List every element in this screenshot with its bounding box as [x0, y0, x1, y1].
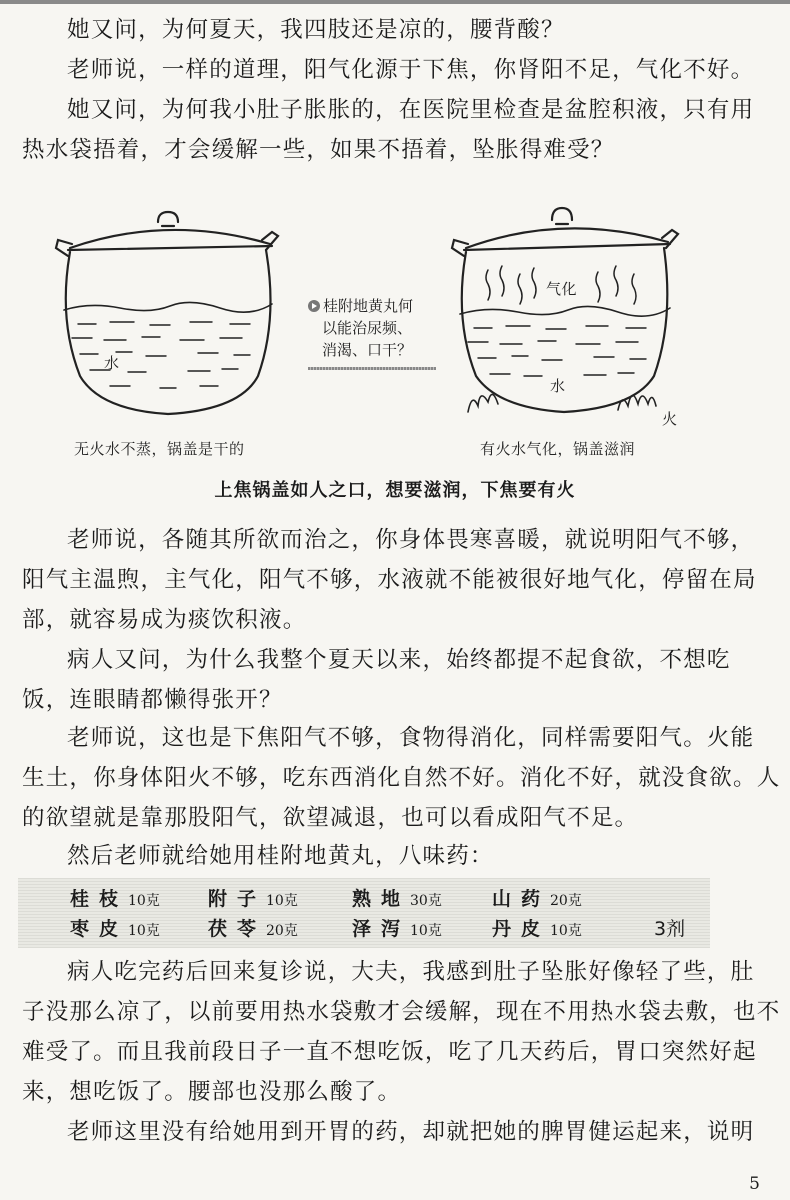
heated-pot-caption: 有火水气化，锅盖滋润 — [480, 440, 636, 458]
play-icon — [308, 300, 320, 312]
paragraph-line: 生土，你身体阳火不够，吃东西消化自然不好。消化不好，就没食欲。人 — [22, 765, 781, 791]
herb-item: 熟地30克 — [352, 888, 442, 910]
paragraph-line: 老师说，这也是下焦阳气不够，食物得消化，同样需要阳气。火能 — [67, 725, 755, 751]
callout-line: 消渴、口干？ — [322, 341, 413, 359]
callout-line: 以能治尿频、 — [322, 319, 413, 337]
paragraph-line: 病人又问，为什么我整个夏天以来，始终都提不起食欲，不想吃 — [67, 647, 731, 673]
steam-label: 气化 — [546, 280, 578, 298]
page-top-rule — [0, 0, 790, 4]
paragraph-line: 子没那么凉了，以前要用热水袋敷才会缓解，现在不用热水袋去敷，也不 — [22, 999, 781, 1025]
herb-item: 附子10克 — [208, 888, 298, 910]
cold-pot-illustration — [50, 200, 285, 425]
water-label: 水 — [550, 377, 566, 395]
paragraph: 她又问，为何夏天，我四肢还是凉的，腰背酸？ — [67, 17, 565, 43]
paragraph-line: 来，想吃饭了。腰部也没那么酸了。 — [22, 1079, 402, 1105]
herb-item: 茯苓20克 — [208, 918, 298, 940]
prescription-box — [18, 878, 710, 948]
herb-item: 桂枝10克 — [70, 888, 160, 910]
cold-pot-caption: 无火水不蒸，锅盖是干的 — [74, 440, 245, 458]
paragraph-line: 饭，连眼睛都懒得张开？ — [22, 687, 283, 713]
dose-count: 3剂 — [654, 918, 686, 940]
paragraph-line: 然后老师就给她用桂附地黄丸，八味药： — [67, 843, 494, 869]
paragraph-line: 她又问，为何我小肚子胀胀的，在医院里检查是盆腔积液，只有用 — [67, 97, 755, 123]
callout-line: 桂附地黄丸何 — [323, 297, 414, 315]
water-label: 水 — [104, 354, 120, 372]
paragraph-line: 老师这里没有给她用到开胃的药，却就把她的脾胃健运起来，说明 — [67, 1119, 755, 1145]
herb-item: 泽泻10克 — [352, 918, 442, 940]
heated-pot-illustration — [448, 200, 688, 430]
figure-caption: 上焦锅盖如人之口，想要滋润，下焦要有火 — [214, 480, 576, 501]
page-number: 5 — [749, 1174, 760, 1194]
herb-item: 丹皮10克 — [492, 918, 582, 940]
callout-underline — [308, 367, 436, 370]
paragraph-line: 老师说，各随其所欲而治之，你身体畏寒喜暖，就说明阳气不够， — [67, 527, 755, 553]
paragraph-line: 热水袋捂着，才会缓解一些，如果不捂着，坠胀得难受？ — [22, 137, 615, 163]
callout-box — [308, 295, 438, 361]
paragraph-line: 的欲望就是靠那股阳气，欲望减退，也可以看成阳气不足。 — [22, 805, 639, 831]
paragraph-line: 难受了。而且我前段日子一直不想吃饭，吃了几天药后，胃口突然好起 — [22, 1039, 757, 1065]
paragraph-line: 病人吃完药后回来复诊说，大夫，我感到肚子坠胀好像轻了些，肚 — [67, 959, 755, 985]
paragraph-line: 部，就容易成为痰饮积液。 — [22, 607, 307, 633]
paragraph: 老师说，一样的道理，阳气化源于下焦，你肾阳不足，气化不好。 — [67, 57, 755, 83]
paragraph-line: 阳气主温煦，主气化，阳气不够，水液就不能被很好地气化，停留在局 — [22, 567, 757, 593]
herb-item: 山药20克 — [492, 888, 582, 910]
fire-label: 火 — [662, 410, 678, 428]
herb-item: 枣皮10克 — [70, 918, 160, 940]
